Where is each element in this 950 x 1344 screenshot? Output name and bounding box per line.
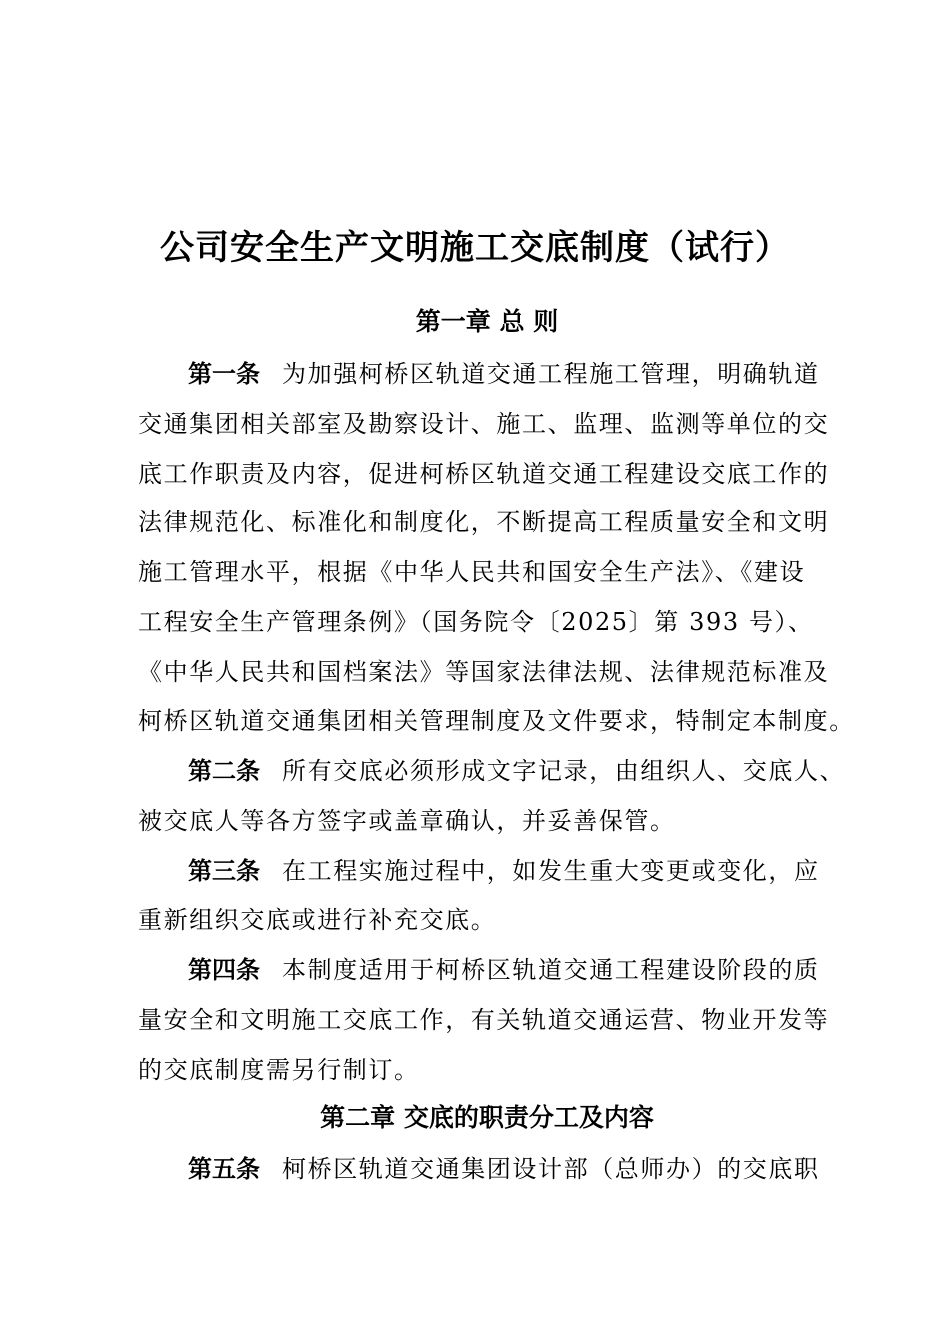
article-4-text: 本制度适用于柯桥区轨道交通工程建设阶段的质 (282, 956, 820, 984)
article-1-label: 第一条 (188, 360, 260, 388)
article-1-line-6: 工程安全生产管理条例》（国务院令〔2025〕第 393 号）、 (138, 608, 814, 636)
document-title: 公司安全生产文明施工交底制度（试行） (160, 228, 790, 268)
chapter-2-heading: 第二章 交底的职责分工及内容 (320, 1103, 654, 1132)
article-5-text: 柯桥区轨道交通集团设计部（总师办）的交底职 (282, 1155, 820, 1183)
article-2-text: 所有交底必须形成文字记录，由组织人、交底人、 (282, 757, 846, 785)
article-3-line-2: 重新组织交底或进行补充交底。 (138, 906, 497, 934)
article-2-label: 第二条 (188, 757, 260, 785)
article-3-line-1 (188, 851, 888, 891)
article-5-label: 第五条 (188, 1155, 260, 1183)
article-1-line-2: 交通集团相关部室及勘察设计、施工、监理、监测等单位的交 (138, 410, 830, 438)
chapter-1-heading: 第一章 总 则 (415, 307, 559, 336)
article-1-line-7: 《中华人民共和国档案法》等国家法律法规、法律规范标准及 (138, 658, 830, 686)
article-1-line-8: 柯桥区轨道交通集团相关管理制度及文件要求，特制定本制度。 (138, 707, 855, 735)
article-5-line-1 (188, 1149, 888, 1189)
article-4-line-2: 量安全和文明施工交底工作，有关轨道交通运营、物业开发等 (138, 1006, 830, 1034)
article-2-line-2: 被交底人等各方签字或盖章确认，并妥善保管。 (138, 807, 676, 835)
article-1-line-1 (188, 354, 888, 394)
article-3-label: 第三条 (188, 857, 260, 885)
article-4-line-3: 的交底制度需另行制订。 (138, 1056, 420, 1084)
article-1-text: 为加强柯桥区轨道交通工程施工管理，明确轨道 (282, 360, 820, 388)
article-1-line-3: 底工作职责及内容，促进柯桥区轨道交通工程建设交底工作的 (138, 460, 830, 488)
article-1-line-5: 施工管理水平，根据《中华人民共和国安全生产法》、《建设 (138, 558, 806, 586)
article-4-label: 第四条 (188, 956, 260, 984)
article-4-line-1 (188, 950, 888, 990)
article-1-line-4: 法律规范化、标准化和制度化，不断提高工程质量安全和文明 (138, 508, 830, 536)
article-3-text: 在工程实施过程中，如发生重大变更或变化，应 (282, 857, 820, 885)
article-2-line-1 (188, 751, 888, 791)
